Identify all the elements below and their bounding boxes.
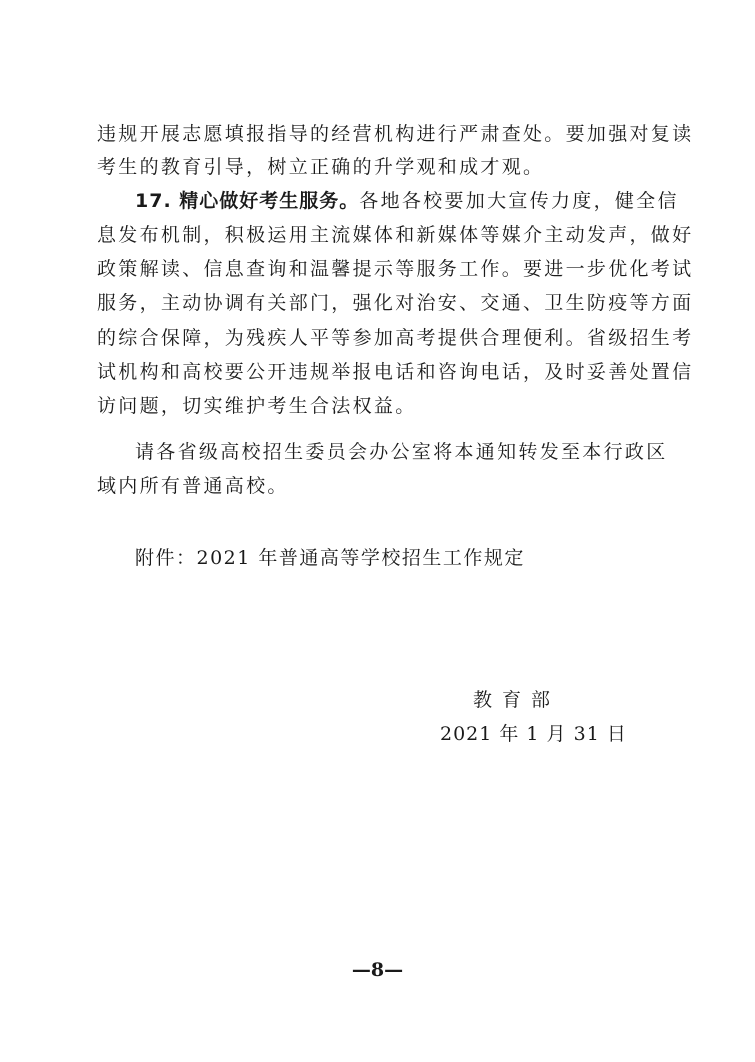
paragraph-line: 考生的教育引导，树立正确的升学观和成才观。 <box>97 156 545 178</box>
paragraph-line: 域内所有普通高校。 <box>97 475 289 497</box>
paragraph-line: 访问题，切实维护考生合法权益。 <box>97 395 417 417</box>
attachment-note: 附件：2021 年普通高等学校招生工作规定 <box>135 547 525 569</box>
paragraph-text: 各地各校要加大宣传力度，健全信 <box>359 190 679 212</box>
paragraph-line: 请各省级高校招生委员会办公室将本通知转发至本行政区 <box>135 441 668 463</box>
paragraph-line <box>135 189 679 213</box>
section-heading: 17. 精心做好考生服务。 <box>135 190 360 212</box>
paragraph-line: 的综合保障，为残疾人平等参加高考提供合理便利。省级招生考 <box>97 327 694 349</box>
paragraph-line: 息发布机制，积极运用主流媒体和新媒体等媒介主动发声，做好 <box>97 224 694 246</box>
paragraph-line: 违规开展志愿填报指导的经营机构进行严肃查处。要加强对复读 <box>97 123 694 145</box>
page-number: —8— <box>351 959 404 981</box>
issue-date: 2021 年 1 月 31 日 <box>440 723 627 745</box>
paragraph-line: 试机构和高校要公开违规举报电话和咨询电话，及时妥善处置信 <box>97 361 694 383</box>
paragraph-line: 政策解读、信息查询和温馨提示等服务工作。要进一步优化考试 <box>97 258 694 280</box>
issuer-signature: 教育部 <box>473 689 561 711</box>
paragraph-line: 服务，主动协调有关部门，强化对治安、交通、卫生防疫等方面 <box>97 292 694 314</box>
